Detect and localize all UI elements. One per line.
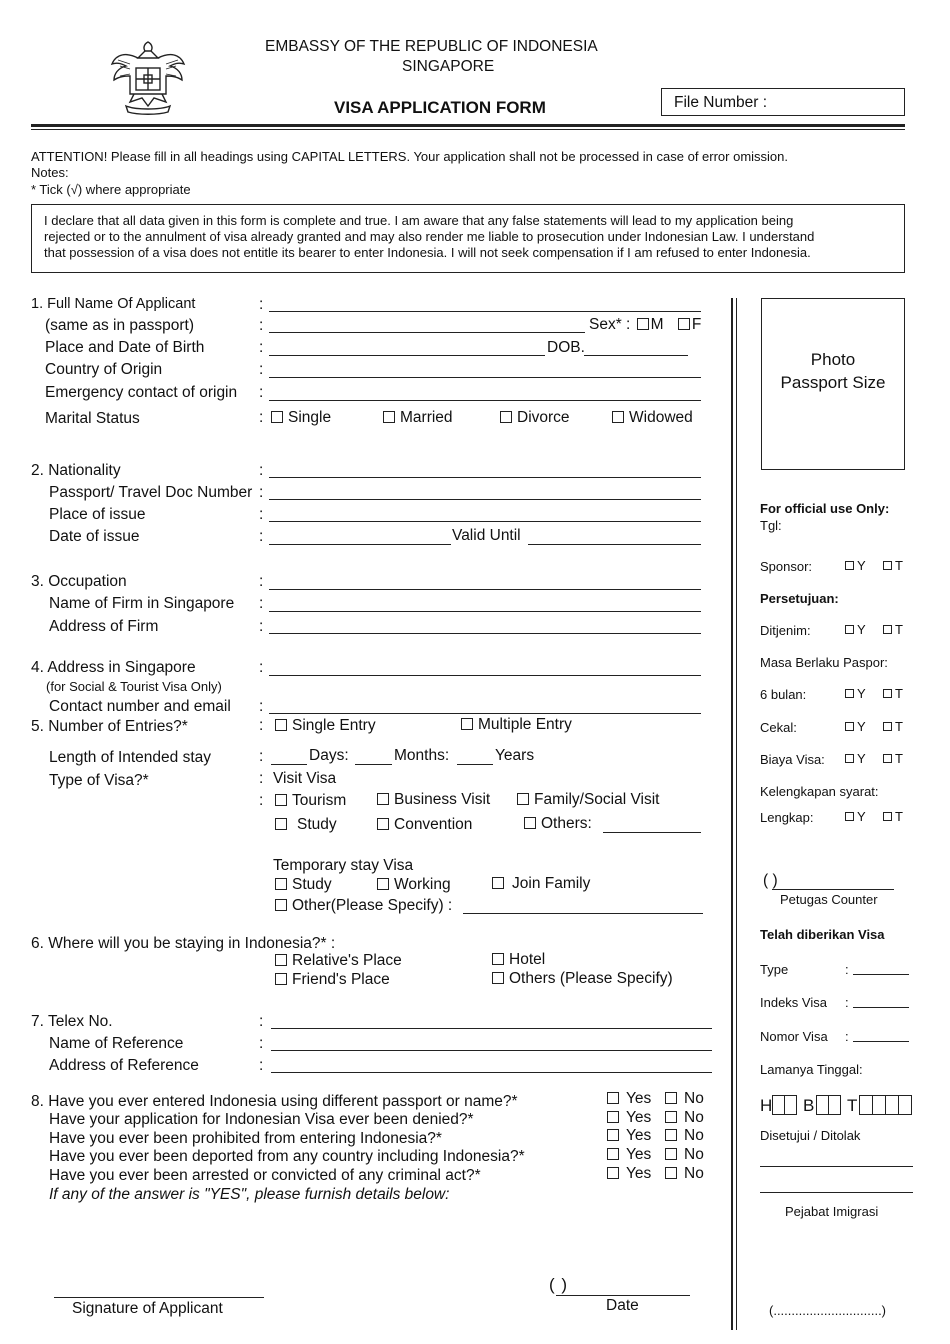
emergency-contact-label: Emergency contact of origin: [45, 384, 238, 401]
family-social-checkbox[interactable]: [517, 793, 529, 805]
q5-no-option[interactable]: [665, 1165, 704, 1183]
disetujui-label: Disetujui / Ditolak: [760, 1128, 861, 1143]
question-3: Have you ever been prohibited from entering Indonesia?*: [49, 1130, 442, 1147]
nationality-input[interactable]: [269, 477, 701, 478]
t-label: T: [847, 1096, 858, 1115]
column-divider: [731, 298, 733, 1330]
b-label: B: [803, 1096, 815, 1115]
convention-option[interactable]: [377, 816, 472, 834]
single-label: Single: [288, 409, 332, 426]
colon: :: [259, 1013, 264, 1030]
telah-diberikan-label: Telah diberikan Visa: [760, 927, 885, 942]
cekal-label: Cekal:: [760, 720, 797, 735]
single-entry-option[interactable]: [275, 717, 376, 735]
q1-yes-checkbox[interactable]: [607, 1092, 619, 1104]
days-label: Days:: [309, 747, 349, 764]
enam-bulan-t-label: T: [895, 686, 903, 701]
t-cell-3[interactable]: [885, 1095, 899, 1115]
sex-f-checkbox[interactable]: [678, 318, 690, 330]
q2-yes-checkbox[interactable]: [607, 1111, 619, 1123]
official-use-title: For official use Only:: [760, 501, 890, 516]
masa-berlaku-label: Masa Berlaku Paspor:: [760, 655, 888, 670]
temp-working-label: Working: [394, 876, 451, 893]
tourism-checkbox[interactable]: [275, 794, 287, 806]
divorce-checkbox[interactable]: [500, 411, 512, 423]
place-of-issue-label: Place of issue: [49, 506, 146, 523]
passport-name-input[interactable]: [269, 332, 585, 333]
header-divider-thick: [31, 124, 905, 127]
q2-no-label: No: [684, 1109, 704, 1126]
business-option[interactable]: [377, 791, 490, 809]
q5-yes-label: Yes: [626, 1165, 652, 1182]
declaration-line-2: rejected or to the annulment of visa already granted and may also render me liable to prosecution under Indonesian Law. I understand: [44, 229, 815, 244]
q5-yes-option[interactable]: [607, 1165, 651, 1183]
q3-no-checkbox[interactable]: [665, 1129, 677, 1141]
business-checkbox[interactable]: [377, 793, 389, 805]
date-label: Date: [606, 1297, 639, 1314]
married-label: Married: [400, 409, 453, 426]
telex-input[interactable]: [271, 1028, 712, 1029]
country-origin-label: Country of Origin: [45, 361, 163, 378]
kelengkapan-label: Kelengkapan syarat:: [760, 784, 879, 799]
study-label: Study: [297, 816, 337, 833]
others-checkbox[interactable]: [524, 817, 536, 829]
colon: :: [259, 792, 264, 809]
friend-label: Friend's Place: [292, 971, 390, 988]
declaration-line-3: that possession of a visa does not entitle its bearer to enter Indonesia. I will not seek compensation if I am refused to enter Indonesia.: [44, 245, 811, 260]
sponsor-t-label: T: [895, 558, 903, 573]
sex-label: Sex* :: [589, 316, 631, 333]
q5-no-label: No: [684, 1165, 704, 1182]
sponsor-y[interactable]: [845, 558, 866, 573]
disetujui-line-2[interactable]: [760, 1192, 913, 1193]
valid-until-input[interactable]: [528, 544, 701, 545]
sex-m-label: M: [650, 316, 664, 333]
colon: :: [259, 361, 264, 378]
marital-status-label: Marital Status: [45, 410, 140, 427]
address-singapore-input[interactable]: [269, 675, 701, 676]
address-note: (for Social & Tourist Visa Only): [46, 679, 222, 694]
date-underline: [556, 1295, 690, 1296]
contact-input[interactable]: [269, 713, 701, 714]
relative-option[interactable]: [275, 952, 402, 970]
q2-no-checkbox[interactable]: [665, 1111, 677, 1123]
header-divider-thin: [31, 129, 905, 130]
cekal-y-checkbox[interactable]: [845, 722, 854, 731]
lengkap-y[interactable]: [845, 809, 866, 824]
colon: :: [259, 1035, 264, 1052]
temp-join-option[interactable]: [492, 875, 590, 893]
temp-other-option[interactable]: [275, 897, 452, 915]
enam-bulan-t-checkbox[interactable]: [883, 689, 892, 698]
nomor-visa-input[interactable]: [853, 1041, 909, 1042]
declaration-line-1: I declare that all data given in this form is complete and true. I am aware that any false statements will lead to my application being: [44, 213, 794, 228]
widowed-label: Widowed: [629, 409, 693, 426]
biaya-visa-label: Biaya Visa:: [760, 752, 825, 767]
ditjenim-y[interactable]: [845, 622, 866, 637]
marital-divorce[interactable]: [500, 409, 570, 427]
q4-yes-label: Yes: [626, 1146, 652, 1163]
dob-input[interactable]: [584, 355, 688, 356]
colon: :: [259, 296, 264, 313]
embassy-city: SINGAPORE: [402, 58, 495, 75]
family-social-option[interactable]: [517, 791, 659, 809]
colon: :: [845, 995, 849, 1010]
single-checkbox[interactable]: [271, 411, 283, 423]
petugas-signature[interactable]: ( ): [763, 872, 778, 889]
declaration-box: [31, 204, 905, 273]
visit-visa-label: Visit Visa: [273, 770, 337, 787]
cekal-t-label: T: [895, 719, 903, 734]
photo-size-label: Passport Size: [780, 373, 886, 392]
marital-single[interactable]: [271, 409, 331, 427]
firm-address-label: Address of Firm: [49, 618, 159, 635]
colon: :: [259, 659, 264, 676]
signature-label: Signature of Applicant: [72, 1300, 223, 1317]
firm-address-input[interactable]: [269, 633, 701, 634]
passport-number-input[interactable]: [269, 499, 701, 500]
contact-label: Contact number and email: [49, 698, 231, 715]
colon: :: [259, 339, 264, 356]
signature-input[interactable]: [54, 1297, 264, 1298]
enam-bulan-label: 6 bulan:: [760, 687, 807, 702]
q3-yes-option[interactable]: [607, 1127, 651, 1145]
biaya-y[interactable]: [845, 751, 866, 766]
single-entry-checkbox[interactable]: [275, 719, 287, 731]
married-checkbox[interactable]: [383, 411, 395, 423]
biaya-t[interactable]: [883, 751, 903, 766]
garuda-emblem-icon: [108, 36, 188, 116]
lengkap-t-checkbox[interactable]: [883, 812, 892, 821]
length-stay-label: Length of Intended stay: [49, 749, 212, 766]
full-name-input[interactable]: [269, 311, 701, 312]
lengkap-t-label: T: [895, 809, 903, 824]
t-cell-4[interactable]: [898, 1095, 912, 1115]
reference-address-label: Address of Reference: [49, 1057, 199, 1074]
q2-yes-option[interactable]: [607, 1109, 651, 1127]
ditjenim-t-checkbox[interactable]: [883, 625, 892, 634]
tgl-label: Tgl:: [760, 518, 782, 533]
staying-question: 6. Where will you be staying in Indonesia?* :: [31, 935, 336, 952]
colon: :: [259, 484, 264, 501]
reference-address-input[interactable]: [271, 1072, 712, 1073]
yes-details-note: If any of the answer is "YES", please furnish details below:: [49, 1186, 450, 1203]
divorce-label: Divorce: [517, 409, 570, 426]
place-of-issue-input[interactable]: [269, 521, 701, 522]
address-singapore-label: 4. Address in Singapore: [31, 659, 196, 676]
enam-bulan-y-label: Y: [857, 686, 866, 701]
lamanya-tinggal-label: Lamanya Tinggal:: [760, 1062, 863, 1077]
firm-name-input[interactable]: [269, 611, 701, 612]
colon: :: [259, 717, 264, 734]
embassy-name: EMBASSY OF THE REPUBLIC OF INDONESIA: [265, 38, 598, 55]
occupation-label: 3. Occupation: [31, 573, 127, 590]
colon: :: [259, 770, 264, 787]
sponsor-label: Sponsor:: [760, 559, 813, 574]
temp-study-option[interactable]: [275, 876, 332, 894]
reference-name-input[interactable]: [271, 1050, 712, 1051]
entries-label: 5. Number of Entries?*: [31, 718, 188, 735]
temp-other-label: Other(Please Specify) :: [292, 897, 453, 914]
ditjenim-y-label: Y: [857, 622, 866, 637]
visa-type-label: Type of Visa?*: [49, 772, 149, 789]
colon: :: [259, 317, 264, 334]
q1-no-checkbox[interactable]: [665, 1092, 677, 1104]
q3-no-label: No: [684, 1127, 704, 1144]
date-of-issue-input[interactable]: [269, 544, 451, 545]
q4-no-checkbox[interactable]: [665, 1148, 677, 1160]
months-label: Months:: [394, 747, 450, 764]
date-of-issue-label: Date of issue: [49, 528, 140, 545]
q5-yes-checkbox[interactable]: [607, 1167, 619, 1179]
enam-bulan-y-checkbox[interactable]: [845, 689, 854, 698]
temp-other-checkbox[interactable]: [275, 899, 287, 911]
colon: :: [259, 698, 264, 715]
passport-number-label: Passport/ Travel Doc Number: [49, 484, 253, 501]
question-2: Have your application for Indonesian Visa ever been denied?*: [49, 1111, 474, 1128]
colon: :: [259, 528, 264, 545]
multiple-entry-checkbox[interactable]: [461, 718, 473, 730]
others-option[interactable]: [524, 815, 592, 833]
lengkap-y-checkbox[interactable]: [845, 812, 854, 821]
temp-working-checkbox[interactable]: [377, 878, 389, 890]
type-input[interactable]: [853, 974, 909, 975]
colon: :: [845, 1029, 849, 1044]
country-origin-input[interactable]: [269, 377, 701, 378]
q1-yes-option[interactable]: [607, 1090, 651, 1108]
cekal-t[interactable]: [883, 719, 903, 734]
pejabat-imigrasi-label: Pejabat Imigrasi: [785, 1204, 879, 1219]
tourism-label: Tourism: [292, 792, 347, 809]
q4-no-label: No: [684, 1146, 704, 1163]
enam-bulan-t[interactable]: [883, 686, 903, 701]
notes-label: Notes:: [31, 165, 69, 180]
pejabat-signature[interactable]: (..............................): [769, 1303, 887, 1318]
biaya-t-checkbox[interactable]: [883, 754, 892, 763]
same-as-passport-label: (same as in passport): [45, 317, 195, 334]
date-input[interactable]: ( ): [549, 1275, 569, 1294]
type-label: Type: [760, 962, 789, 977]
stay-others-checkbox[interactable]: [492, 972, 504, 984]
temp-study-checkbox[interactable]: [275, 878, 287, 890]
telex-label: 7. Telex No.: [31, 1013, 113, 1030]
question-1: 8. Have you ever entered Indonesia using different passport or name?*: [31, 1093, 518, 1110]
tick-note: * Tick (√) where appropriate: [31, 182, 191, 197]
photo-box: [761, 298, 905, 470]
persetujuan-label: Persetujuan:: [760, 591, 839, 606]
q1-no-label: No: [684, 1090, 704, 1107]
single-entry-label: Single Entry: [292, 717, 376, 734]
convention-label: Convention: [394, 816, 473, 833]
q1-no-option[interactable]: [665, 1090, 704, 1108]
colon: :: [259, 748, 264, 765]
h-cell-2[interactable]: [784, 1095, 797, 1115]
months-input[interactable]: [355, 764, 392, 765]
biaya-y-label: Y: [857, 751, 866, 766]
dob-label: DOB.: [547, 339, 585, 356]
t-cell-2[interactable]: [872, 1095, 886, 1115]
family-social-label: Family/Social Visit: [534, 791, 660, 808]
sponsor-y-label: Y: [857, 558, 866, 573]
multiple-entry-option[interactable]: [461, 716, 572, 734]
cekal-y[interactable]: [845, 719, 866, 734]
q3-yes-label: Yes: [626, 1127, 652, 1144]
tourism-option[interactable]: [275, 792, 346, 810]
temp-join-checkbox[interactable]: [492, 877, 504, 889]
question-4: Have you ever been deported from any country including Indonesia?*: [49, 1148, 525, 1165]
colon: :: [845, 962, 849, 977]
q4-yes-option[interactable]: [607, 1146, 651, 1164]
enam-bulan-y[interactable]: [845, 686, 866, 701]
h-label: H: [760, 1096, 773, 1115]
colon: :: [259, 618, 264, 635]
colon: :: [259, 506, 264, 523]
others-input[interactable]: [603, 832, 701, 833]
nomor-visa-label: Nomor Visa: [760, 1029, 828, 1044]
ditjenim-t[interactable]: [883, 622, 903, 637]
study-option[interactable]: [275, 816, 337, 834]
temp-other-input[interactable]: [463, 913, 703, 914]
cekal-t-checkbox[interactable]: [883, 722, 892, 731]
t-cell-1[interactable]: [859, 1095, 873, 1115]
hotel-checkbox[interactable]: [492, 953, 504, 965]
q4-no-option[interactable]: [665, 1146, 704, 1164]
relative-checkbox[interactable]: [275, 954, 287, 966]
full-name-label: 1. Full Name Of Applicant: [31, 296, 196, 312]
reference-name-label: Name of Reference: [49, 1035, 184, 1052]
ditjenim-t-label: T: [895, 622, 903, 637]
colon: :: [259, 595, 264, 612]
colon: :: [259, 409, 264, 426]
q4-yes-checkbox[interactable]: [607, 1148, 619, 1160]
study-checkbox[interactable]: [275, 818, 287, 830]
indeks-visa-label: Indeks Visa: [760, 995, 827, 1010]
lengkap-label: Lengkap:: [760, 810, 814, 825]
lengkap-y-label: Y: [857, 809, 866, 824]
petugas-label: Petugas Counter: [780, 892, 878, 907]
q2-no-option[interactable]: [665, 1109, 704, 1127]
colon: :: [259, 462, 264, 479]
q3-no-option[interactable]: [665, 1127, 704, 1145]
hotel-label: Hotel: [509, 951, 546, 968]
emergency-contact-input[interactable]: [269, 400, 701, 401]
nationality-label: 2. Nationality: [31, 462, 121, 479]
years-label: Years: [495, 747, 535, 764]
photo-label: Photo: [810, 350, 856, 369]
occupation-input[interactable]: [269, 589, 701, 590]
sex-m-checkbox[interactable]: [637, 318, 649, 330]
sex-field: [589, 316, 701, 334]
petugas-underline: [772, 889, 894, 890]
colon: :: [259, 1057, 264, 1074]
sponsor-t-checkbox[interactable]: [883, 561, 892, 570]
marital-widowed[interactable]: [612, 409, 693, 427]
ditjenim-y-checkbox[interactable]: [845, 625, 854, 634]
hotel-option[interactable]: [492, 951, 545, 969]
ditjenim-label: Ditjenim:: [760, 623, 811, 638]
temp-study-label: Study: [292, 876, 332, 893]
biaya-t-label: T: [895, 751, 903, 766]
lengkap-t[interactable]: [883, 809, 903, 824]
temp-visa-label: Temporary stay Visa: [273, 857, 414, 874]
others-label: Others:: [541, 815, 592, 832]
biaya-y-checkbox[interactable]: [845, 754, 854, 763]
q2-yes-label: Yes: [626, 1109, 652, 1126]
stay-others-label: Others (Please Specify): [509, 970, 673, 987]
q1-yes-label: Yes: [626, 1090, 652, 1107]
disetujui-line-1[interactable]: [760, 1166, 913, 1167]
colon: :: [259, 573, 264, 590]
relative-label: Relative's Place: [292, 952, 402, 969]
indeks-visa-input[interactable]: [853, 1007, 909, 1008]
friend-option[interactable]: [275, 971, 390, 989]
column-divider-thin: [736, 298, 737, 1330]
sponsor-y-checkbox[interactable]: [845, 561, 854, 570]
form-title: VISA APPLICATION FORM: [334, 98, 546, 117]
temp-working-option[interactable]: [377, 876, 451, 894]
marital-married[interactable]: [383, 409, 453, 427]
friend-checkbox[interactable]: [275, 973, 287, 985]
place-of-birth-input[interactable]: [269, 355, 545, 356]
widowed-checkbox[interactable]: [612, 411, 624, 423]
place-dob-label: Place and Date of Birth: [45, 339, 205, 356]
temp-join-label: Join Family: [512, 875, 591, 892]
valid-until-label: Valid Until: [452, 527, 521, 544]
colon: :: [259, 384, 264, 401]
firm-name-label: Name of Firm in Singapore: [49, 595, 235, 612]
multiple-entry-label: Multiple Entry: [478, 716, 572, 733]
sex-f-label: F: [691, 316, 702, 333]
file-number-field[interactable]: [661, 88, 905, 116]
b-cell-2[interactable]: [828, 1095, 841, 1115]
attention-note: ATTENTION! Please fill in all headings using CAPITAL LETTERS. Your application shall not be processed in case of error omission.: [31, 149, 789, 164]
file-number-label: File Number :: [674, 94, 768, 111]
years-input[interactable]: [457, 764, 493, 765]
cekal-y-label: Y: [857, 719, 866, 734]
sponsor-t[interactable]: [883, 558, 903, 573]
stay-others-option[interactable]: [492, 970, 673, 988]
q3-yes-checkbox[interactable]: [607, 1129, 619, 1141]
q5-no-checkbox[interactable]: [665, 1167, 677, 1179]
question-5: Have you ever been arrested or convicted of any criminal act?*: [49, 1167, 481, 1184]
days-input[interactable]: [271, 764, 307, 765]
convention-checkbox[interactable]: [377, 818, 389, 830]
business-label: Business Visit: [394, 791, 491, 808]
